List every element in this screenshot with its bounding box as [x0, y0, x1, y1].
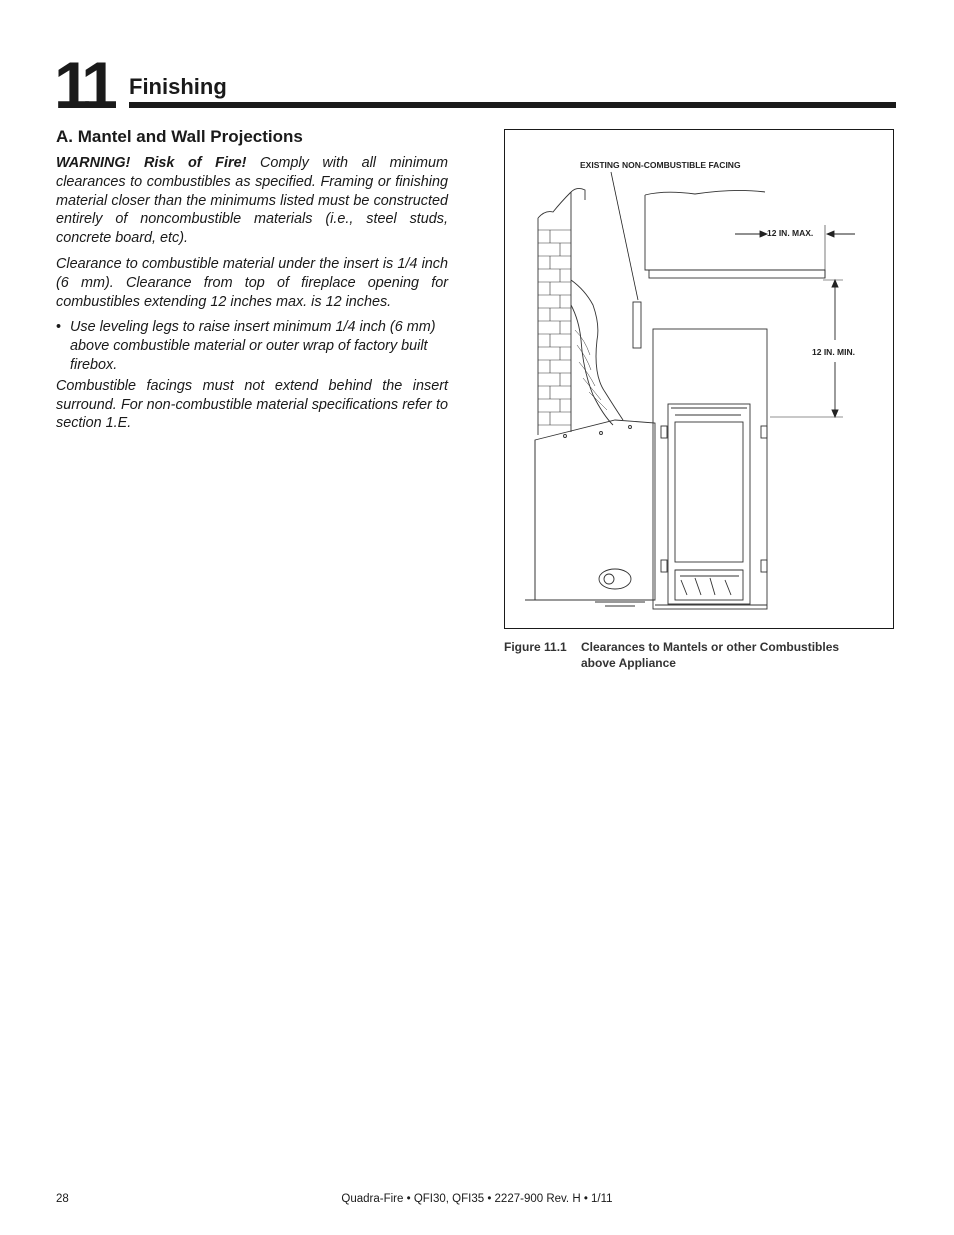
figure-caption-text: Clearances to Mantels or other Combustibles above Appliance — [581, 640, 840, 670]
title-rule — [129, 102, 896, 108]
bullet-text: Use leveling legs to raise insert minimum 1/4 inch (6 mm) above combustible material or outer wrap of factory built firebox. — [70, 319, 436, 373]
warning-text: Comply with all minimum clearances to combustibles as specified. Framing or finishing material closer than the minimums listed must be constructed entirely of noncombustible materials (i.e., steel studs, concrete board, etc). — [56, 155, 448, 247]
body-text-column — [56, 154, 448, 440]
bullet-symbol: • — [56, 319, 62, 336]
warning-label: WARNING! Risk of Fire! — [56, 155, 247, 171]
warning-paragraph — [56, 154, 448, 248]
figure-caption-number: Figure 11.1 — [504, 640, 567, 654]
clearance-paragraph: Clearance to combustible material under the insert is 1/4 inch (6 mm). Clearance from top of fireplace opening for combustibles extending 12 inches max. is 12 inches. — [56, 255, 448, 310]
clearance-diagram — [505, 130, 895, 630]
section-heading: A. Mantel and Wall Projections — [56, 127, 303, 146]
chapter-number: 11 — [54, 48, 112, 122]
chapter-title: Finishing — [129, 74, 227, 99]
label-12-min: 12 IN. MIN. — [812, 347, 855, 357]
page-number: 28 — [56, 1193, 69, 1205]
label-facing: EXISTING NON-COMBUSTIBLE FACING — [580, 160, 741, 170]
footer-doc-info: Quadra-Fire • QFI30, QFI35 • 2227-900 Rev. H • 1/11 — [341, 1193, 613, 1205]
bullet-item — [56, 318, 448, 374]
figure-clearances — [504, 129, 894, 629]
label-12-max: 12 IN. MAX. — [767, 228, 814, 238]
facings-paragraph: Combustible facings must not extend behind the insert surround. For non-combustible material specifications refer to section 1.E. — [56, 377, 448, 432]
